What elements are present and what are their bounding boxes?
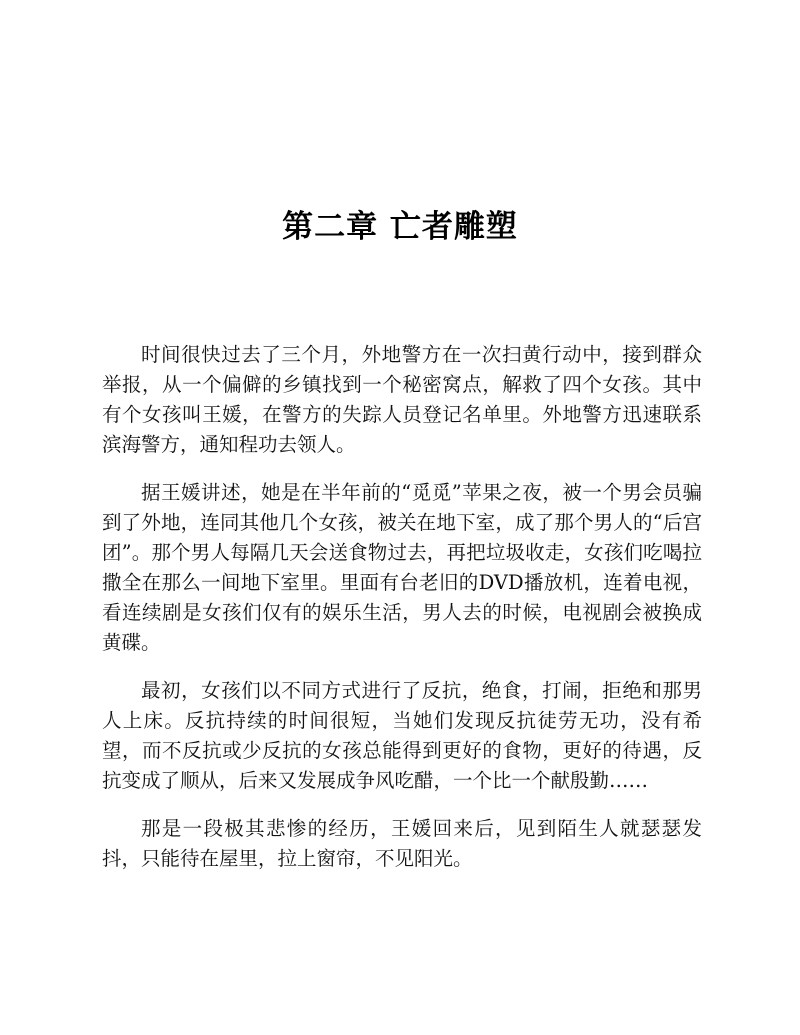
- paragraph-4: 那是一段极其悲惨的经历，王媛回来后，见到陌生人就瑟瑟发抖，只能待在屋里，拉上窗帘，不见阳光。: [102, 817, 702, 870]
- paragraph-3: 最初，女孩们以不同方式进行了反抗，绝食，打闹，拒绝和那男人上床。反抗持续的时间很短，当她们发现反抗徒劳无功，没有希望，而不反抗或少反抗的女孩总能得到更好的食物，更好的待遇，反抗变成了顺从，后来又发展成争风吃醋，一个比一个献殷勤……: [102, 679, 702, 792]
- chapter-title: 第二章 亡者雕塑: [282, 208, 518, 245]
- paragraph-2: 据王媛讲述，她是在半年前的“觅觅”苹果之夜，被一个男会员骗到了外地，连同其他几个女孩，被关在地下室，成了那个男人的“后宫团”。那个男人每隔几天会送食物过去，再把垃圾收走，女孩们吃喝拉撒全在那么一间地下室里。里面有台老旧的DVD播放机，连着电视，看连续剧是女孩们仅有的娱乐生活，男人去的时候，电视剧会被换成黄碟。: [102, 481, 702, 654]
- chapter-body: [102, 340, 702, 892]
- paragraph-1: 时间很快过去了三个月，外地警方在一次扫黄行动中，接到群众举报，从一个偏僻的乡镇找到一个秘密窝点，解救了四个女孩。其中有个女孩叫王媛，在警方的失踪人员登记名单里。外地警方迅速联系滨海警方，通知程功去领人。: [102, 343, 702, 456]
